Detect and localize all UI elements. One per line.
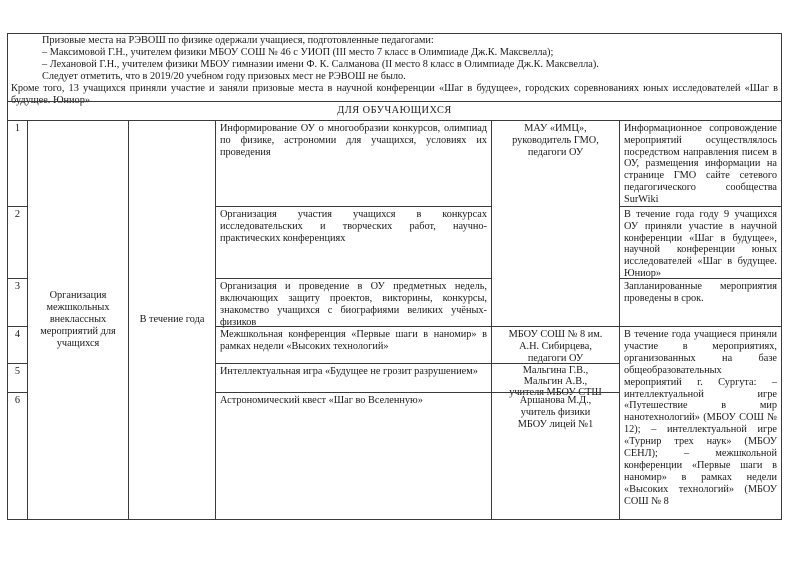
activity-cell: Организация и проведение в ОУ предметных недель, включающих защиту проектов, викторины, конкурсы, знакомство учащихся с биографиями великих учёных-физиков bbox=[215, 278, 492, 327]
intro-line: – Лехановой Г.Н., учителем физики МБОУ гимназии имени Ф. К. Салманова (II место 8 класс в Олимпиаде Дж.К. Максвелла). bbox=[42, 59, 599, 70]
row-number: 3 bbox=[7, 278, 28, 327]
intro-block bbox=[7, 33, 782, 106]
responsible-cell: МАУ «ИМЦ», руководитель ГМО, педагоги ОУ bbox=[491, 120, 620, 327]
row-number: 4 bbox=[7, 326, 28, 364]
result-cell: В течение года году 9 учащихся ОУ приняли участие в научной конференции «Шаг в будущее», научной конференции юных исследователей «Шаг в будущее. Юниор» bbox=[619, 206, 782, 279]
intro-line: Следует отметить, что в 2019/20 учебном году призовых мест не РЭВОШ не было. bbox=[42, 71, 406, 82]
responsible-cell: Мальгина Г.В., Мальгин А.В., учителя МБОУ СТШ bbox=[491, 363, 620, 393]
intro-line: Призовые места на РЭВОШ по физике одержали учащиеся, подготовленные педагогами: bbox=[42, 35, 434, 46]
intro-paragraph: Кроме того, 13 учащихся приняли участие и заняли призовые места в научной конференции «Шаг в будущее», городских соревнованиях юных исследователей «Шаг в будущее. Юниор» bbox=[11, 83, 778, 106]
activity-cell: Информирование ОУ о многообразии конкурсов, олимпиад по физике, астрономии для учащихся, условиях их проведения bbox=[215, 120, 492, 207]
intro-line: – Максимовой Г.Н., учителем физики МБОУ СОШ № 46 с УИОП (III место 7 класс в Олимпиаде Дж.К. Максвелла); bbox=[42, 47, 554, 58]
row-number: 5 bbox=[7, 363, 28, 393]
period-cell bbox=[128, 120, 216, 520]
activity-cell: Межшкольная конференция «Первые шаги в наномир» в рамках недели «Высоких технологий» bbox=[215, 326, 492, 364]
period-text: В течение года bbox=[139, 314, 205, 325]
result-cell: Информационное сопровождение мероприятий осуществлялось посредством направления писем в ОУ, размещения информации на странице ГМО сайте сетевого педагогического сообщества SurWiki bbox=[619, 120, 782, 207]
row-number: 2 bbox=[7, 206, 28, 279]
activity-cell: Астрономический квест «Шаг во Вселенную» bbox=[215, 392, 492, 520]
direction-text: Организация межшкольных внеклассных мероприятий для учащихся bbox=[40, 290, 116, 349]
responsible-cell: МБОУ СОШ № 8 им. А.Н. Сибирцева, педагоги ОУ bbox=[491, 326, 620, 364]
direction-cell bbox=[27, 120, 129, 520]
row-number: 6 bbox=[7, 392, 28, 520]
activity-cell: Интеллектуальная игра «Будущее не грозит разрушением» bbox=[215, 363, 492, 393]
result-cell: Запланированные мероприятия проведены в срок. bbox=[619, 278, 782, 327]
row-number: 1 bbox=[7, 120, 28, 207]
activity-cell: Организация участия учащихся в конкурсах исследовательских и творческих работ, научно-практических конференциях bbox=[215, 206, 492, 279]
section-title: ДЛЯ ОБУЧАЮЩИХСЯ bbox=[7, 101, 782, 121]
result-cell: В течение года учащиеся приняли участие в мероприятиях, организованных на базе общеобразовательных мероприятий г. Сургута: –интеллектуальной игре «Путешествие в мир нанотехнологий» (МБОУ СОШ № 12); – интеллектуальной игре «Турнир трех наук» (МБОУ СЕНЛ); – межшкольной конференции «Первые шаги в наномир» в рамках недели «Высоких технологий» (МБОУ СОШ № 8 bbox=[619, 326, 782, 520]
responsible-cell: Аршанова М.Д., учитель физики МБОУ лицей №1 bbox=[491, 392, 620, 520]
